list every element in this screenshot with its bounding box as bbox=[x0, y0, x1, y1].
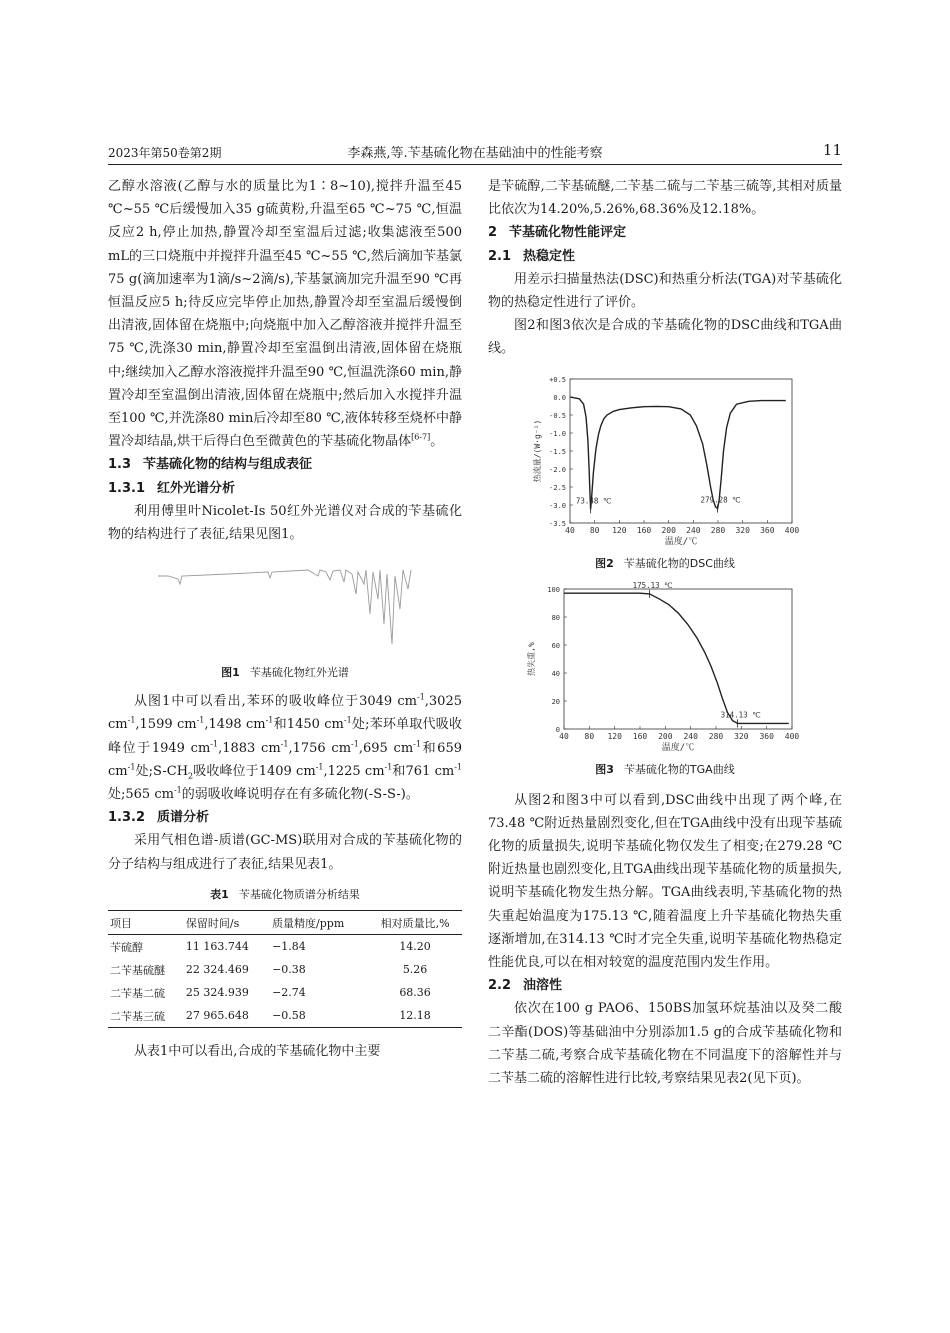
table-row bbox=[108, 981, 462, 1004]
x-tick-label: 40 bbox=[565, 525, 575, 535]
paragraph-table-discussion: 从表1中可以看出,合成的苄基硫化物中主要 bbox=[134, 1043, 381, 1059]
section-heading-1-3: 1.3 苄基硫化物的结构与组成表征 bbox=[108, 457, 313, 473]
y-tick-label: 0 bbox=[555, 725, 560, 734]
annotation-label: 279.28 ℃ bbox=[700, 495, 741, 505]
x-tick-label: 400 bbox=[784, 731, 800, 741]
x-tick-label: 80 bbox=[589, 525, 600, 535]
table-cell: 二苄基硫醚 bbox=[110, 963, 165, 977]
x-tick-label: 120 bbox=[612, 525, 627, 535]
table-1-caption: 表1 苄基硫化物质谱分析结果 bbox=[210, 887, 360, 901]
journal-issue: 2023年第50卷第2期 bbox=[108, 146, 222, 160]
y-tick-label: 40 bbox=[551, 669, 560, 678]
y-tick-label: -3.0 bbox=[549, 501, 566, 510]
table-cell: 22 324.469 bbox=[185, 963, 249, 977]
x-tick-label: 280 bbox=[708, 731, 724, 741]
table-cell: 14.20 bbox=[399, 940, 431, 954]
table-row bbox=[108, 934, 462, 958]
table-cell: −0.58 bbox=[270, 1004, 368, 1028]
section-heading-2: 2 苄基硫化物性能评定 bbox=[488, 225, 627, 241]
x-tick-label: 200 bbox=[661, 525, 676, 535]
annotation-label: 73.48 ℃ bbox=[575, 495, 612, 505]
paragraph-ms-method: 采用气相色谱-质谱(GC-MS)联用对合成的苄基硫化物的分子结构与组成进行了表征,结果见表1。 bbox=[108, 833, 462, 872]
x-axis-label: 温度/℃ bbox=[661, 742, 695, 753]
x-axis-label: 温度/℃ bbox=[664, 536, 698, 547]
right-column bbox=[488, 175, 842, 1090]
x-tick-label: 360 bbox=[760, 525, 775, 535]
running-title: 李森燕,等.苄基硫化物在基础油中的性能考察 bbox=[347, 146, 603, 161]
table-header-cell: 质量精度/ppm bbox=[270, 910, 368, 934]
y-tick-label: +0.5 bbox=[549, 375, 566, 384]
figure-1 bbox=[108, 554, 462, 660]
section-heading-2-2: 2.2 油溶性 bbox=[488, 978, 563, 994]
table-cell: 二苄基二硫 bbox=[110, 986, 165, 1000]
x-tick-label: 40 bbox=[559, 731, 569, 741]
table-1 bbox=[108, 910, 462, 1028]
x-tick-label: 400 bbox=[784, 525, 800, 535]
y-tick-label: 0.0 bbox=[553, 393, 566, 402]
table-cell: 12.18 bbox=[368, 1004, 462, 1028]
x-tick-label: 240 bbox=[686, 525, 701, 535]
x-tick-label: 280 bbox=[710, 525, 726, 535]
tga-chart bbox=[488, 579, 842, 757]
paragraph-ir-method: 利用傅里叶Nicolet-Is 50红外光谱仪对合成的苄基硫化物的结构进行了表征,结果见图1。 bbox=[108, 503, 462, 543]
y-tick-label: 60 bbox=[551, 641, 560, 650]
table-cell: 27 965.648 bbox=[184, 1004, 270, 1028]
y-tick-label: -3.5 bbox=[549, 519, 566, 528]
page-header bbox=[108, 141, 842, 163]
figure-3-caption: 图3 苄基硫化物的TGA曲线 bbox=[595, 762, 735, 776]
y-axis-label: 热流量/(W·g⁻¹) bbox=[533, 419, 542, 482]
ir-spectrum-image bbox=[108, 554, 462, 660]
section-heading-1-3-1: 1.3.1 红外光谱分析 bbox=[108, 480, 236, 496]
paragraph-figure-intro: 图2和图3依次是合成的苄基硫化物的DSC曲线和TGA曲线。 bbox=[488, 318, 842, 357]
table-header-cell: 项目 bbox=[108, 910, 184, 934]
y-tick-label: 80 bbox=[551, 613, 560, 622]
y-tick-label: -2.0 bbox=[549, 465, 566, 474]
data-series-line bbox=[564, 593, 789, 723]
paragraph-composition: 是苄硫醇,二苄基硫醚,二苄基二硫与二苄基三硫等,其相对质量比依次为14.20%,5.26%,68.36%及12.18%。 bbox=[488, 179, 842, 218]
data-series-line bbox=[570, 397, 786, 509]
x-tick-label: 80 bbox=[584, 731, 595, 741]
section-heading-2-1: 2.1 热稳定性 bbox=[488, 248, 576, 264]
paragraph-ir-discussion: 从图1中可以看出,苯环的吸收峰位于3049 $cm^{-1},3025$ $cm^{-1},1599$ $cm^{-1},1498$ $cm^{-1}$和1450 $cm^{-1}$处;苯环单取代吸收峰位于1949 $cm^{-1},1883$ $cm^{-1},1756$ $cm^{-1},695$ $cm^{-1}$和659 $cm^{-1}$处$;S-CH_2$吸收峰位于1409 $cm^{-1},1225$ $cm^{-1}$和761 $cm^{-1}$处;565 $cm^{-1}$的弱吸收峰说明存在有多硫化物(-S-S-)。 bbox=[108, 692, 462, 803]
x-tick-label: 120 bbox=[607, 731, 622, 741]
table-cell: −1.84 bbox=[272, 940, 306, 954]
annotation-label: 314.13 ℃ bbox=[720, 710, 761, 720]
x-tick-label: 200 bbox=[658, 731, 673, 741]
figure-2-caption: 图2 苄基硫化物的DSC曲线 bbox=[595, 556, 735, 570]
table-cell: 二苄基三硫 bbox=[108, 1004, 184, 1028]
page-number: 11 bbox=[822, 141, 842, 159]
x-tick-label: 320 bbox=[735, 525, 750, 535]
y-tick-label: 100 bbox=[547, 585, 560, 594]
table-header-cell: 保留时间/s bbox=[184, 910, 270, 934]
y-tick-label: -1.0 bbox=[549, 429, 566, 438]
y-tick-label: -0.5 bbox=[549, 411, 566, 420]
y-axis-label: 热失重,% bbox=[527, 641, 536, 676]
dsc-chart bbox=[488, 369, 842, 551]
section-heading-1-3-2: 1.3.2 质谱分析 bbox=[108, 810, 210, 826]
table-header-cell: 相对质量比,% bbox=[368, 910, 462, 934]
left-column bbox=[108, 175, 462, 1063]
x-tick-label: 160 bbox=[636, 525, 652, 535]
x-tick-label: 160 bbox=[632, 731, 648, 741]
header-rule bbox=[108, 164, 842, 165]
plot-frame bbox=[564, 589, 792, 729]
x-tick-label: 320 bbox=[734, 731, 749, 741]
table-row bbox=[108, 1004, 462, 1028]
y-tick-label: -1.5 bbox=[549, 447, 566, 456]
table-cell: 苄硫醇 bbox=[110, 940, 143, 954]
y-tick-label: 20 bbox=[551, 697, 560, 706]
y-tick-label: -2.5 bbox=[549, 483, 566, 492]
figure-1-caption: 图1 苄基硫化物红外光谱 bbox=[221, 666, 349, 680]
table-cell: −2.74 bbox=[272, 986, 306, 1000]
ir-spectrum-trace bbox=[158, 570, 411, 644]
paragraph-oil-solubility: 依次在100 g PAO6、150BS加氢环烷基油以及癸二酸二辛酯(DOS)等基础油中分别添加1.5 g的合成苄基硫化物和二苄基二硫,考察合成苄基硫化物在不同温度下的溶解性并与二苄基二硫的溶解性进行比较,考察结果见表2(见下页)。 bbox=[488, 1001, 842, 1087]
figure-3 bbox=[488, 579, 842, 761]
paragraph-thermal-discussion: 从图2和图3中可以看到,DSC曲线中出现了两个峰,在73.48 ℃附近热量剧烈变化,但在TGA曲线中没有出现苄基硫化物的质量损失,说明苄基硫化物仅发生了相变;在279.28 ℃附近热量也剧烈变化,且TGA曲线出现苄基硫化物的质量损失,说明苄基硫化物发生热分解。TGA曲线表明,苄基硫化物的热失重起始温度为175.13 ℃,随着温度上升苄基硫化物热失重逐渐增加,在314.13 ℃时才完全失重,说明苄基硫化物热稳定性能优良,可以在相对较宽的温度范围内发生作用。 bbox=[488, 792, 842, 971]
table-header-row bbox=[108, 910, 462, 934]
figure-2 bbox=[488, 369, 842, 555]
x-tick-label: 240 bbox=[683, 731, 698, 741]
annotation-label: 175.13 ℃ bbox=[632, 580, 673, 590]
x-tick-label: 360 bbox=[759, 731, 774, 741]
table-cell: 68.36 bbox=[399, 986, 431, 1000]
paragraph-synthesis: 乙醇水溶液(乙醇与水的质量比为1∶8~10),搅拌升温至45 ℃~55 ℃后缓慢加入35 g硫黄粉,升温至65 ℃~75 ℃,恒温反应2 h,停止加热,静置冷却至室温后过滤;收集滤液至500 mL的三口烧瓶中并搅拌升温至45 ℃~55 ℃,然后滴加苄基氯75 g(滴加速率为1滴/s~2滴/s),苄基氯滴加完升温至90 ℃再恒温反应5 h;待反应完毕停止加热,静置冷却至室温后缓慢倒出清液,固体留在烧瓶中;向烧瓶中加入乙醇溶液并搅拌升温至75 ℃,洗涤30 min,静置冷却至室温倒出清液,固体留在烧瓶中;继续加入乙醇水溶液搅拌升温至90 ℃,恒温洗涤60 min,静置冷却至室温倒出清液,固体留在烧瓶中;然后加入水搅拌升温至100 ℃,并洗涤80 min后冷却至80 ℃,液体转移至烧杯中静置冷却结晶,烘干后得白色至微黄色的苄基硫化物晶体[6-7]。 bbox=[108, 179, 462, 450]
paragraph-thermal-method: 用差示扫描量热法(DSC)和热重分析法(TGA)对苄基硫化物的热稳定性进行了评价。 bbox=[488, 271, 842, 311]
table-cell: 5.26 bbox=[402, 963, 428, 977]
table-cell: 11 163.744 bbox=[185, 940, 249, 954]
table-cell: 25 324.939 bbox=[185, 986, 249, 1000]
table-cell: −0.38 bbox=[272, 963, 306, 977]
table-row bbox=[108, 958, 462, 981]
